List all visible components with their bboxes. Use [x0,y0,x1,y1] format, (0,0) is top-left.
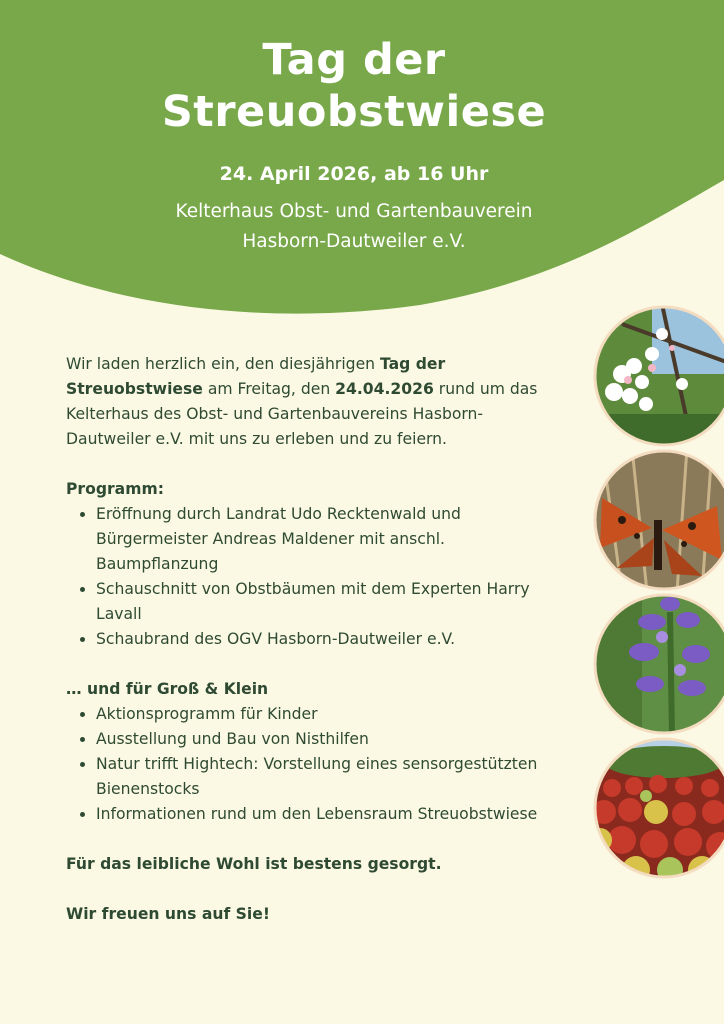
list-item: • Eröffnung durch Landrat Udo Recktenwald und Bürgermeister Andreas Maldener mit anschl. Baumpflanzung [96,502,566,577]
sage-flower-photo [592,592,724,736]
venue-line-2: Hasborn-Dautweiler e.V. [242,231,466,252]
intro-event-name: Tag der Streuobstwiese [66,355,446,398]
apple-blossom-photo [592,304,724,448]
apples-photo [592,736,724,880]
list-item: • Aktionsprogramm für Kinder [96,702,566,727]
venue-line-1: Kelterhaus Obst- und Gartenbauverein [175,201,533,222]
intro-text-2: am Freitag, den [202,380,336,398]
intro-text-1: Wir laden herzlich ein, den diesjährigen [66,355,380,373]
intro-paragraph [66,352,566,452]
intro-date: 24.04.2026 [335,380,434,398]
butterfly-photo [592,448,724,592]
kids-list [66,702,566,827]
event-venue [0,197,708,257]
list-item: • Ausstellung und Bau von Nisthilfen [96,727,566,752]
programm-list [66,502,566,652]
intro-text-3: rund um das Kelterhaus des Obst- und Gartenbauvereins Hasborn-Dautweiler e.V. mit uns zu erleben und zu feiern. [66,380,538,448]
title-line-2: Streuobstwiese [161,87,547,137]
title-line-1: Tag der [262,35,446,85]
page-title [0,34,708,138]
main-content [66,352,566,952]
event-date: 24. April 2026, ab 16 Uhr [219,163,489,185]
list-item: • Schauschnitt von Obstbäumen mit dem Experten Harry Lavall [96,577,566,627]
welcome-note: Wir freuen uns auf Sie! [66,905,270,923]
list-item: • Informationen rund um den Lebensraum Streuobstwiese [96,802,566,827]
kids-heading: … und für Groß & Klein [66,680,269,698]
food-note: Für das leibliche Wohl ist bestens gesorgt. [66,855,442,873]
list-item: • Natur trifft Hightech: Vorstellung eines sensorgestützten Bienenstocks [96,752,566,802]
programm-heading: Programm: [66,480,164,498]
list-item: • Schaubrand des OGV Hasborn-Dautweiler e.V. [96,627,566,652]
